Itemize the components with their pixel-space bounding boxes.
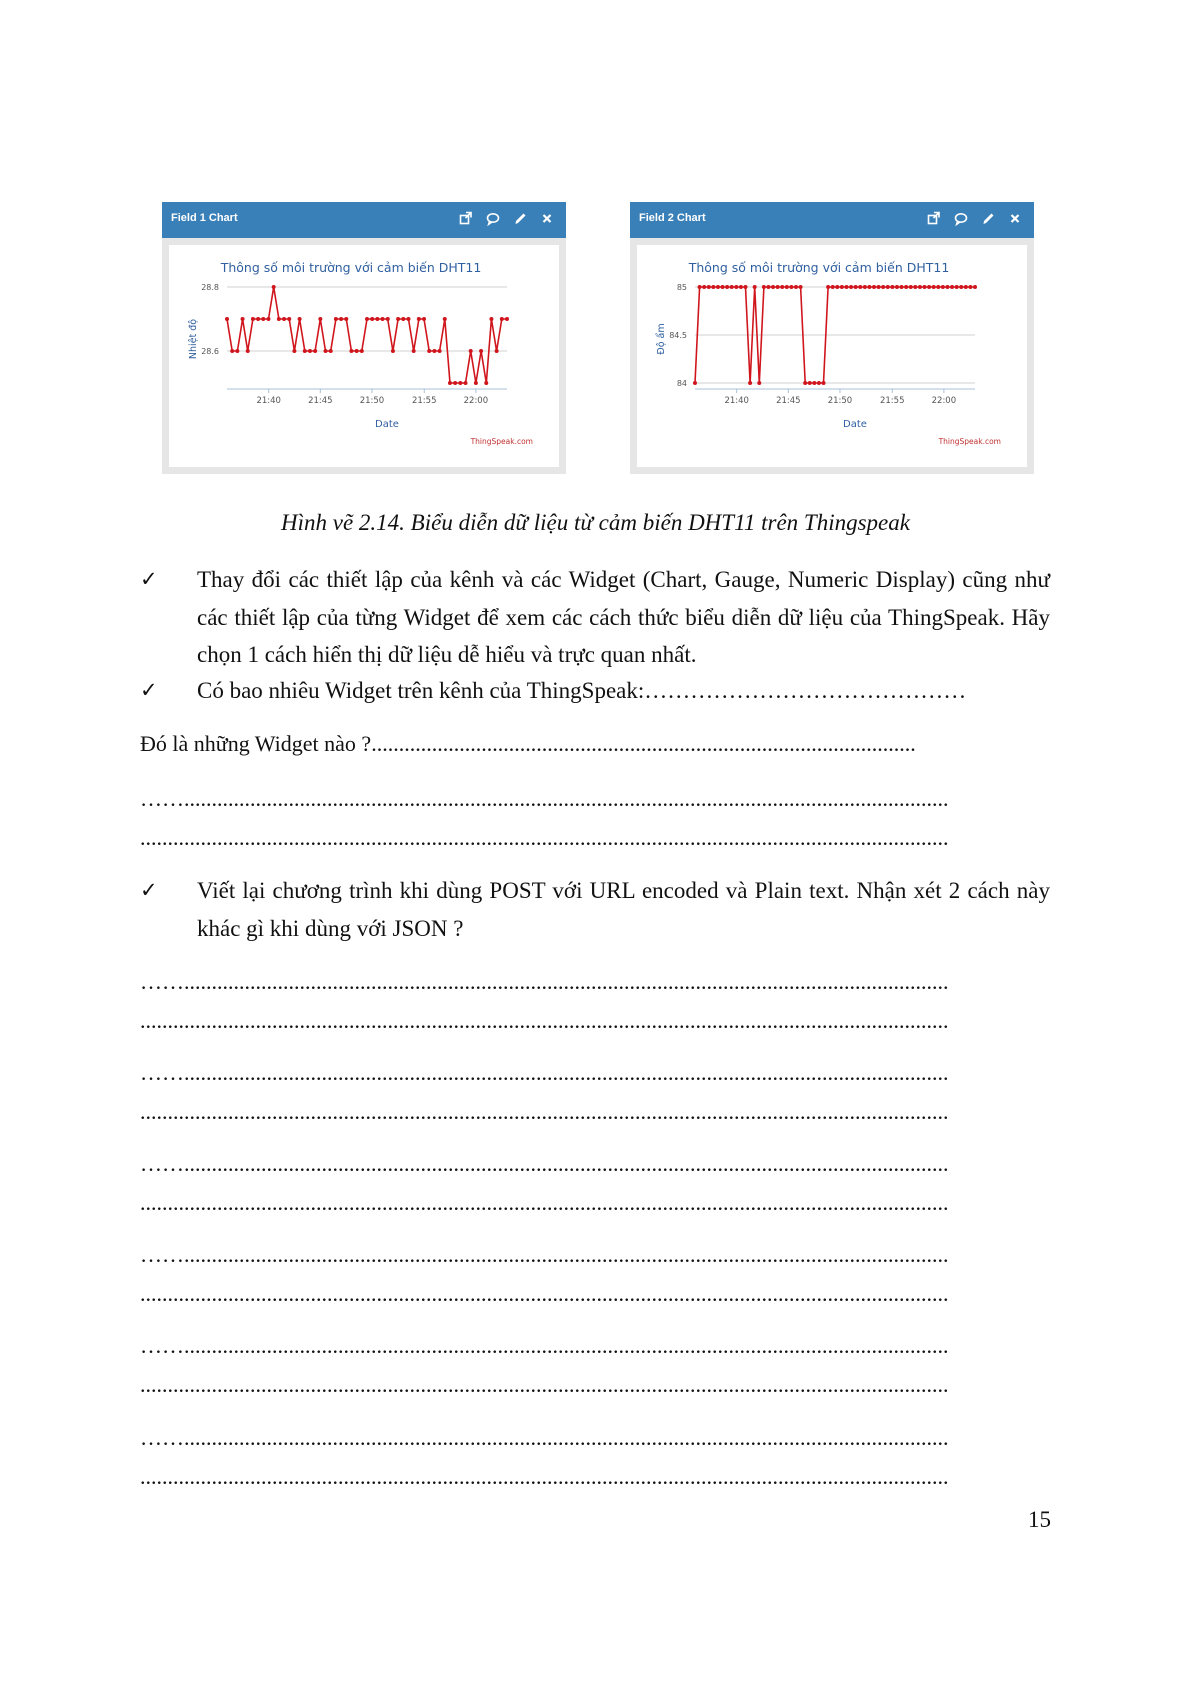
answer-line: ................................................................................................................................................... <box>140 1190 949 1215</box>
check-mark-icon: ✓ <box>140 678 158 702</box>
data-point <box>235 349 239 353</box>
data-point <box>968 285 972 289</box>
data-point <box>945 285 949 289</box>
data-point <box>702 285 706 289</box>
y-tick-label: 85 <box>676 283 687 292</box>
data-point <box>303 349 307 353</box>
chart-panel-title: Field 2 Chart <box>639 212 706 224</box>
data-point <box>334 317 338 321</box>
data-point <box>776 285 780 289</box>
data-point <box>505 317 509 321</box>
data-point <box>489 317 493 321</box>
answer-line: ................................................................................................................................................... <box>140 1372 949 1397</box>
field-2-line-chart <box>637 245 1027 467</box>
y-tick-label: 84.5 <box>669 331 687 340</box>
answer-line: ……........................................................................................................................................... <box>140 969 949 994</box>
data-point <box>469 349 473 353</box>
data-point <box>762 285 766 289</box>
data-point <box>844 285 848 289</box>
data-point <box>973 285 977 289</box>
data-point <box>918 285 922 289</box>
data-point <box>799 285 803 289</box>
data-point <box>422 317 426 321</box>
data-point <box>277 317 281 321</box>
x-tick-label: 22:00 <box>463 396 489 406</box>
data-point <box>964 285 968 289</box>
data-point <box>822 381 826 385</box>
check-mark-icon: ✓ <box>140 878 158 902</box>
data-point <box>458 381 462 385</box>
data-point <box>932 285 936 289</box>
x-tick-label: 21:50 <box>827 396 853 406</box>
x-tick-label: 21:50 <box>359 396 385 406</box>
data-point <box>230 349 234 353</box>
data-point <box>448 381 452 385</box>
data-point <box>766 285 770 289</box>
chart-panel-title: Field 1 Chart <box>171 212 238 224</box>
data-point <box>808 381 812 385</box>
chart-area <box>169 245 559 467</box>
data-point <box>858 285 862 289</box>
data-point <box>464 381 468 385</box>
bullet-text: Viết lại chương trình khi dùng POST với URL encoded và Plain text. Nhận xét 2 cách này khác gì khi dùng với JSON ? <box>197 878 1050 941</box>
data-point <box>427 349 431 353</box>
x-tick-label: 21:45 <box>308 396 333 406</box>
data-point <box>812 381 816 385</box>
field-2-chart-panel <box>630 202 1034 474</box>
external-link-icon[interactable] <box>459 209 473 229</box>
data-point <box>698 285 702 289</box>
answer-line: ................................................................................................................................................... <box>140 1281 949 1306</box>
chart-panel-header <box>162 202 566 238</box>
data-point <box>693 381 697 385</box>
data-point <box>355 349 359 353</box>
data-point <box>950 285 954 289</box>
data-point <box>817 381 821 385</box>
data-point <box>867 285 871 289</box>
data-point <box>375 317 379 321</box>
answer-line: ……........................................................................................................................................... <box>140 1242 949 1267</box>
field-1-line-chart <box>169 245 559 467</box>
data-point <box>789 285 793 289</box>
y-axis-label: Độ ẩm <box>656 323 667 355</box>
data-point <box>854 285 858 289</box>
data-point <box>484 381 488 385</box>
answer-line: ……........................................................................................................................................... <box>140 786 949 811</box>
data-point <box>785 285 789 289</box>
data-point <box>386 317 390 321</box>
pencil-icon[interactable] <box>981 209 995 229</box>
comment-icon[interactable] <box>486 209 500 229</box>
data-point <box>406 317 410 321</box>
data-point <box>725 285 729 289</box>
data-point <box>438 349 442 353</box>
data-point <box>886 285 890 289</box>
data-point <box>266 317 270 321</box>
data-point <box>365 317 369 321</box>
widget-question: Đó là những Widget nào ?................................................................................................... <box>140 731 916 756</box>
data-point <box>453 381 457 385</box>
data-point <box>287 317 291 321</box>
data-point <box>955 285 959 289</box>
answer-line: ……........................................................................................................................................... <box>140 1333 949 1358</box>
data-point <box>904 285 908 289</box>
data-point <box>739 285 743 289</box>
bullet-text: Có bao nhiêu Widget trên kênh của ThingSpeak:…………………………………… <box>197 678 967 703</box>
x-axis-label: Date <box>375 419 399 430</box>
data-point <box>936 285 940 289</box>
data-point <box>500 317 504 321</box>
data-point <box>225 317 229 321</box>
data-point <box>261 317 265 321</box>
chart-title: Thông số môi trường với cảm biến DHT11 <box>220 260 482 275</box>
data-point <box>835 285 839 289</box>
data-point <box>417 317 421 321</box>
bullet-item <box>140 672 1050 710</box>
data-point <box>840 285 844 289</box>
data-point <box>443 317 447 321</box>
data-point <box>282 317 286 321</box>
x-tick-label: 21:55 <box>411 396 437 406</box>
data-point <box>349 349 353 353</box>
data-point <box>771 285 775 289</box>
data-point <box>831 285 835 289</box>
x-tick-label: 21:45 <box>776 396 801 406</box>
data-point <box>318 317 322 321</box>
data-point <box>895 285 899 289</box>
data-point <box>881 285 885 289</box>
chart-credit: ThingSpeak.com <box>938 437 1001 446</box>
data-point <box>479 349 483 353</box>
close-icon[interactable] <box>540 209 554 229</box>
figure-caption: Hình vẽ 2.14. Biểu diễn dữ liệu từ cảm biến DHT11 trên Thingspeak <box>281 510 910 535</box>
data-point <box>251 317 255 321</box>
data-point <box>432 349 436 353</box>
x-tick-label: 22:00 <box>931 396 957 406</box>
data-point <box>391 349 395 353</box>
data-point <box>241 317 245 321</box>
data-point <box>794 285 798 289</box>
data-point <box>246 349 250 353</box>
data-point <box>313 349 317 353</box>
data-point <box>927 285 931 289</box>
data-point <box>495 349 499 353</box>
x-axis-label: Date <box>843 419 867 430</box>
answer-line: ................................................................................................................................................... <box>140 825 949 850</box>
data-point <box>370 317 374 321</box>
data-point <box>959 285 963 289</box>
external-link-icon[interactable] <box>927 209 941 229</box>
data-point <box>734 285 738 289</box>
data-point <box>923 285 927 289</box>
data-point <box>909 285 913 289</box>
y-axis-label: Nhiệt độ <box>188 318 199 360</box>
answer-line: ................................................................................................................................................... <box>140 1099 949 1124</box>
field-1-chart-panel <box>162 202 566 474</box>
data-point <box>716 285 720 289</box>
bullet-item <box>140 872 1050 947</box>
data-point <box>308 349 312 353</box>
data-point <box>360 349 364 353</box>
x-tick-label: 21:40 <box>724 396 749 406</box>
data-point <box>748 381 752 385</box>
answer-line: ……........................................................................................................................................... <box>140 1425 949 1450</box>
close-icon[interactable] <box>1008 209 1022 229</box>
data-point <box>826 285 830 289</box>
answer-line: ……........................................................................................................................................... <box>140 1060 949 1085</box>
chart-title: Thông số môi trường với cảm biến DHT11 <box>688 260 950 275</box>
series-line <box>227 287 507 383</box>
data-point <box>757 381 761 385</box>
data-point <box>900 285 904 289</box>
data-point <box>753 285 757 289</box>
chart-area <box>637 245 1027 467</box>
data-point <box>780 285 784 289</box>
answer-line: ................................................................................................................................................... <box>140 1464 949 1489</box>
data-point <box>803 381 807 385</box>
data-point <box>339 317 343 321</box>
x-tick-label: 21:55 <box>879 396 905 406</box>
data-point <box>401 317 405 321</box>
data-point <box>272 285 276 289</box>
comment-icon[interactable] <box>954 209 968 229</box>
data-point <box>849 285 853 289</box>
answer-line: ................................................................................................................................................... <box>140 1008 949 1033</box>
data-point <box>396 317 400 321</box>
data-point <box>412 349 416 353</box>
chart-credit: ThingSpeak.com <box>470 437 533 446</box>
data-point <box>324 349 328 353</box>
data-point <box>329 349 333 353</box>
data-point <box>743 285 747 289</box>
x-tick-label: 21:40 <box>256 396 281 406</box>
bullet-item <box>140 561 1050 674</box>
check-mark-icon: ✓ <box>140 567 158 591</box>
chart-panel-header <box>630 202 1034 238</box>
pencil-icon[interactable] <box>513 209 527 229</box>
data-point <box>913 285 917 289</box>
data-point <box>721 285 725 289</box>
bullet-text: Thay đổi các thiết lập của kênh và các Widget (Chart, Gauge, Numeric Display) cũng như các thiết lập của từng Widget để xem các cách thức biểu diễn dữ liệu của ThingSpeak. Hãy chọn 1 cách hiển thị dữ liệu dễ hiểu và trực quan nhất. <box>197 567 1050 667</box>
y-tick-label: 28.6 <box>201 347 219 356</box>
data-point <box>863 285 867 289</box>
data-point <box>941 285 945 289</box>
data-point <box>877 285 881 289</box>
data-point <box>256 317 260 321</box>
data-point <box>344 317 348 321</box>
data-point <box>730 285 734 289</box>
answer-line: ……........................................................................................................................................... <box>140 1151 949 1176</box>
data-point <box>298 317 302 321</box>
data-point <box>292 349 296 353</box>
data-point <box>474 381 478 385</box>
page-number: 15 <box>1028 1507 1051 1532</box>
data-point <box>381 317 385 321</box>
y-tick-label: 28.8 <box>201 283 219 292</box>
y-tick-label: 84 <box>676 379 687 388</box>
data-point <box>711 285 715 289</box>
data-point <box>890 285 894 289</box>
data-point <box>872 285 876 289</box>
data-point <box>707 285 711 289</box>
